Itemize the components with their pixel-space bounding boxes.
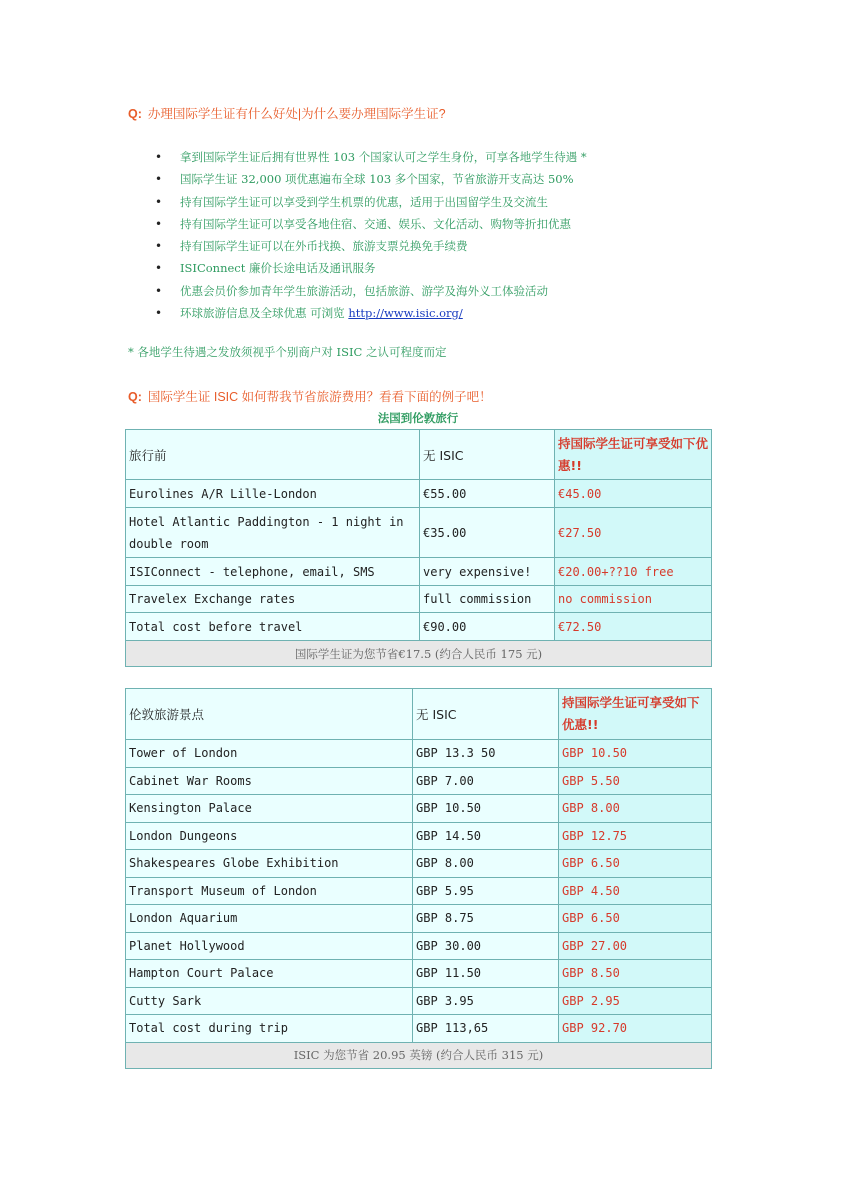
column-header: 持国际学生证可享受如下优惠!! [555,430,712,480]
table-1-title: 法国到伦敦旅行 [377,411,459,425]
savings-summary: ISIC 为您节省 20.95 英镑 (约合人民币 315 元) [126,1042,712,1068]
discount-price-cell: GBP 6.50 [559,850,712,878]
discount-price-cell: GBP 6.50 [559,905,712,933]
table-row [126,905,712,933]
list-item: • 优惠会员价参加青年学生旅游活动，包括旅游、游学及海外义工体验活动 [150,280,587,302]
table-row [126,586,712,613]
discount-price-cell: GBP 8.00 [559,795,712,823]
table-row [126,480,712,508]
item-cell: Planet Hollywood [126,932,413,960]
bullet-icon: • [155,216,163,231]
price-cell: GBP 8.00 [413,850,559,878]
price-cell: GBP 13.3 50 [413,740,559,768]
price-cell: very expensive! [420,558,555,586]
price-cell: €35.00 [420,508,555,558]
item-cell: Total cost during trip [126,1015,413,1043]
column-header: 无 ISIC [420,430,555,480]
table-header-row [126,689,712,740]
question-2-text: 国际学生证 ISIC 如何帮我节省旅游费用？看看下面的例子吧！ [147,390,492,404]
price-cell: GBP 7.00 [413,767,559,795]
discount-price-cell: GBP 2.95 [559,987,712,1015]
bullet-icon: • [155,172,163,187]
bullet-icon: • [155,306,163,321]
question-prefix: Q: [128,390,142,404]
benefits-list [150,146,587,324]
footnote: * 各地学生待遇之发放须视乎个别商户对 ISIC 之认可程度而定 [128,345,447,359]
table-row [126,877,712,905]
discount-price-cell: GBP 10.50 [559,740,712,768]
table-row [126,767,712,795]
discount-price-cell: GBP 5.50 [559,767,712,795]
price-cell: €55.00 [420,480,555,508]
item-cell: Tower of London [126,740,413,768]
list-item: • 国际学生证 32,000 项优惠遍布全球 103 多个国家，节省旅游开支高达 50% [150,168,587,190]
table-footer-row [126,1042,712,1068]
bullet-icon: • [155,194,163,209]
list-item: • ISIConnect 廉价长途电话及通讯服务 [150,257,587,279]
item-cell: Kensington Palace [126,795,413,823]
list-item: • 持有国际学生证可以在外币找换、旅游支票兑换免手续费 [150,235,587,257]
table-footer-row [126,641,712,667]
table-row [126,558,712,586]
list-item: • 拿到国际学生证后拥有世界性 103 个国家认可之学生身份，可享各地学生待遇 * [150,146,587,168]
discount-price-cell: GBP 8.50 [559,960,712,988]
discount-price-cell: no commission [555,586,712,613]
column-header: 无 ISIC [413,689,559,740]
item-cell: London Dungeons [126,822,413,850]
item-cell: Transport Museum of London [126,877,413,905]
list-item: • 持有国际学生证可以享受各地住宿、交通、娱乐、文化活动、购物等折扣优惠 [150,213,587,235]
item-cell: London Aquarium [126,905,413,933]
table-row [126,613,712,641]
bullet-icon: • [155,283,163,298]
item-cell: ISIConnect - telephone, email, SMS [126,558,420,586]
table-row [126,932,712,960]
table-row [126,795,712,823]
item-cell: Shakespeares Globe Exhibition [126,850,413,878]
discount-price-cell: €20.00+??10 free [555,558,712,586]
column-header: 伦敦旅游景点 [126,689,413,740]
list-item: • 环球旅游信息及全球优惠 可浏览 http://www.isic.org/ [150,302,587,324]
discount-price-cell: €27.50 [555,508,712,558]
item-cell: Eurolines A/R Lille-London [126,480,420,508]
item-cell: Cutty Sark [126,987,413,1015]
bullet-icon: • [155,150,163,164]
france-london-price-table [125,429,712,667]
bullet-icon: • [155,239,163,254]
table-row [126,508,712,558]
list-item: • 持有国际学生证可以享受到学生机票的优惠，适用于出国留学生及交流生 [150,191,587,213]
bullet-icon: • [155,261,163,276]
item-cell: Hampton Court Palace [126,960,413,988]
price-cell: GBP 30.00 [413,932,559,960]
price-cell: full commission [420,586,555,613]
price-cell: GBP 5.95 [413,877,559,905]
question-prefix: Q: [128,107,142,121]
london-attractions-price-table [125,688,712,1069]
table-row [126,822,712,850]
isic-website-link[interactable]: http://www.isic.org/ [348,306,463,321]
question-1-text: 办理国际学生证有什么好处|为什么要办理国际学生证? [147,107,446,121]
discount-price-cell: GBP 27.00 [559,932,712,960]
table-row [126,740,712,768]
discount-price-cell: GBP 12.75 [559,822,712,850]
price-cell: GBP 8.75 [413,905,559,933]
price-cell: GBP 113,65 [413,1015,559,1043]
price-cell: GBP 3.95 [413,987,559,1015]
column-header: 旅行前 [126,430,420,480]
item-cell: Cabinet War Rooms [126,767,413,795]
item-cell: Total cost before travel [126,613,420,641]
discount-price-cell: €45.00 [555,480,712,508]
table-row [126,987,712,1015]
price-cell: €90.00 [420,613,555,641]
column-header: 持国际学生证可享受如下优惠!! [559,689,712,740]
table-header-row [126,430,712,480]
discount-price-cell: GBP 92.70 [559,1015,712,1043]
question-2 [128,387,492,405]
price-cell: GBP 11.50 [413,960,559,988]
discount-price-cell: GBP 4.50 [559,877,712,905]
item-cell: Hotel Atlantic Paddington - 1 night in double room [126,508,420,558]
table-row [126,1015,712,1043]
question-1 [128,104,446,122]
price-cell: GBP 10.50 [413,795,559,823]
table-row [126,850,712,878]
price-cell: GBP 14.50 [413,822,559,850]
table-row [126,960,712,988]
discount-price-cell: €72.50 [555,613,712,641]
savings-summary: 国际学生证为您节省€17.5 (约合人民币 175 元) [126,641,712,667]
item-cell: Travelex Exchange rates [126,586,420,613]
